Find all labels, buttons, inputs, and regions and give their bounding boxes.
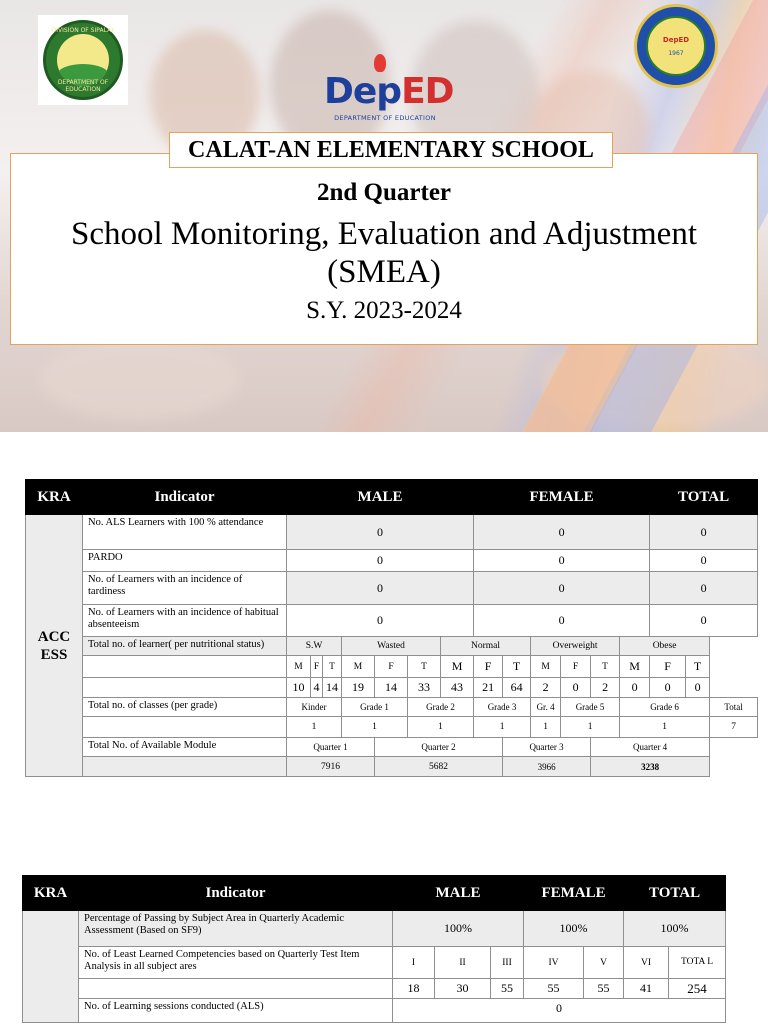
grade-header: Grade 6 xyxy=(620,698,710,717)
table-row xyxy=(26,678,758,698)
school-seal-icon xyxy=(646,16,706,76)
indicator-cell xyxy=(83,656,287,678)
table-row xyxy=(26,572,758,605)
sex-subheader: M xyxy=(441,656,474,678)
torch-icon xyxy=(374,54,386,72)
sex-subheader: F xyxy=(474,656,503,678)
male-cell: 0 xyxy=(287,572,474,605)
total-cell: 100% xyxy=(624,911,726,947)
table-row xyxy=(26,717,758,738)
nutrition-value: 14 xyxy=(323,678,342,698)
nutrition-value: 33 xyxy=(408,678,441,698)
sex-subheader: F xyxy=(561,656,591,678)
grade-header: Gr. 4 xyxy=(531,698,561,717)
nutrition-value: 14 xyxy=(375,678,408,698)
grade-value: 1 xyxy=(531,717,561,738)
nutrition-value: 19 xyxy=(342,678,375,698)
access-table xyxy=(25,479,758,777)
sex-subheader: M xyxy=(342,656,375,678)
nutrition-value: 0 xyxy=(686,678,710,698)
nutrition-category: Wasted xyxy=(342,637,441,656)
grade-value: 1 xyxy=(408,717,474,738)
seal-mark: DepED xyxy=(662,35,690,44)
level-value: 41 xyxy=(624,979,669,999)
level-value: 254 xyxy=(669,979,726,999)
nutrition-value: 2 xyxy=(531,678,561,698)
indicator-cell: Total No. of Available Module xyxy=(83,738,287,757)
table-row xyxy=(23,911,726,947)
sessions-value: 0 xyxy=(393,999,726,1023)
sex-subheader: M xyxy=(620,656,650,678)
indicator-cell xyxy=(83,678,287,698)
table-row xyxy=(26,738,758,757)
smea-title xyxy=(11,215,757,291)
table-row xyxy=(26,757,758,777)
total-cell: 0 xyxy=(650,550,758,572)
nutrition-value: 43 xyxy=(441,678,474,698)
seal-year: 1967 xyxy=(668,49,684,57)
grade-value: 1 xyxy=(342,717,408,738)
division-seal-icon xyxy=(43,20,123,100)
header-female: FEMALE xyxy=(474,480,650,515)
header-kra: KRA xyxy=(26,480,83,515)
table-row xyxy=(23,999,726,1023)
header-male: MALE xyxy=(393,876,524,911)
indicator-cell: Total no. of classes (per grade) xyxy=(83,698,287,717)
level-header: II xyxy=(435,947,491,979)
total-cell: 0 xyxy=(650,605,758,637)
female-cell: 0 xyxy=(474,605,650,637)
background-photo-blur xyxy=(40,340,240,420)
sex-subheader: T xyxy=(323,656,342,678)
sex-subheader: M xyxy=(531,656,561,678)
header-indicator: Indicator xyxy=(79,876,393,911)
grade-header: Grade 5 xyxy=(561,698,620,717)
level-value: 55 xyxy=(584,979,624,999)
table-row xyxy=(26,605,758,637)
male-cell: 100% xyxy=(393,911,524,947)
header-indicator: Indicator xyxy=(83,480,287,515)
header-total: TOTAL xyxy=(624,876,726,911)
grade-value: 1 xyxy=(620,717,710,738)
deped-logo-subtitle: DEPARTMENT OF EDUCATION xyxy=(334,114,436,122)
indicator-cell xyxy=(83,757,287,777)
indicator-cell: No. ALS Learners with 100 % attendance xyxy=(83,515,287,550)
table-row xyxy=(26,656,758,678)
grade-value: 1 xyxy=(287,717,342,738)
nutrition-value: 64 xyxy=(503,678,531,698)
header-female: FEMALE xyxy=(524,876,624,911)
school-year: S.Y. 2023-2024 xyxy=(306,297,462,324)
sex-subheader: T xyxy=(408,656,441,678)
sex-subheader: F xyxy=(375,656,408,678)
smea-title-line2: (SMEA) xyxy=(327,254,441,290)
grade-value: 7 xyxy=(710,717,758,738)
module-quarter-header: Quarter 3 xyxy=(503,738,591,757)
module-value: 3966 xyxy=(503,757,591,777)
indicator-cell: PARDO xyxy=(83,550,287,572)
nutrition-value: 21 xyxy=(474,678,503,698)
module-quarter-header: Quarter 4 xyxy=(591,738,710,757)
nutrition-value: 0 xyxy=(650,678,686,698)
school-name: CALAT-AN ELEMENTARY SCHOOL xyxy=(169,132,613,168)
indicator-cell: Total no. of learner( per nutritional status) xyxy=(83,637,287,656)
deped-logo xyxy=(324,52,454,130)
title-box xyxy=(10,153,758,345)
grade-header: Kinder xyxy=(287,698,342,717)
indicator-cell: No. of Learning sessions conducted (ALS) xyxy=(79,999,393,1023)
level-value: 55 xyxy=(524,979,584,999)
indicator-cell: Percentage of Passing by Subject Area in Quarterly Academic Assessment (Based on SF9) xyxy=(79,911,393,947)
sex-subheader: T xyxy=(503,656,531,678)
nutrition-value: 4 xyxy=(311,678,323,698)
sex-subheader: F xyxy=(650,656,686,678)
sex-subheader: T xyxy=(591,656,620,678)
female-cell: 0 xyxy=(474,550,650,572)
level-header: V xyxy=(584,947,624,979)
header-total: TOTAL xyxy=(650,480,758,515)
grade-header: Grade 1 xyxy=(342,698,408,717)
male-cell: 0 xyxy=(287,550,474,572)
sex-subheader: M xyxy=(287,656,311,678)
indicator-cell: No. of Learners with an incidence of habitual absenteeism xyxy=(83,605,287,637)
level-header: VI xyxy=(624,947,669,979)
nutrition-category: Obese xyxy=(620,637,710,656)
indicator-cell: No. of Learners with an incidence of tardiness xyxy=(83,572,287,605)
module-quarter-header: Quarter 2 xyxy=(375,738,503,757)
nutrition-value: 0 xyxy=(620,678,650,698)
male-cell: 0 xyxy=(287,605,474,637)
level-value: 55 xyxy=(491,979,524,999)
header-kra: KRA xyxy=(23,876,79,911)
indicator-cell: No. of Least Learned Competencies based on Quarterly Test Item Analysis in all subject ares xyxy=(79,947,393,979)
female-cell: 0 xyxy=(474,515,650,550)
module-value: 3238 xyxy=(591,757,710,777)
module-quarter-header: Quarter 1 xyxy=(287,738,375,757)
total-cell: 0 xyxy=(650,572,758,605)
table-row xyxy=(26,698,758,717)
female-cell: 100% xyxy=(524,911,624,947)
header-male: MALE xyxy=(287,480,474,515)
seal-bottom-text: DEPARTMENT OF EDUCATION xyxy=(57,79,109,93)
grade-value: 1 xyxy=(474,717,531,738)
deped-logo-dep: Dep xyxy=(324,71,402,112)
nutrition-value: 0 xyxy=(561,678,591,698)
table-row xyxy=(23,979,726,999)
table-row xyxy=(26,515,758,550)
school-seal-logo xyxy=(634,4,718,88)
nutrition-value: 2 xyxy=(591,678,620,698)
deped-logo-ed: ED xyxy=(401,71,454,112)
table-row xyxy=(26,637,758,656)
kra-access-label: ACC ESS xyxy=(26,515,83,777)
level-header: III xyxy=(491,947,524,979)
smea-title-line1: School Monitoring, Evaluation and Adjustment xyxy=(70,216,698,252)
grade-value: 1 xyxy=(561,717,620,738)
level-header: IV xyxy=(524,947,584,979)
kra-quality-label xyxy=(23,911,79,1023)
grade-header: Total xyxy=(710,698,758,717)
nutrition-category: S.W xyxy=(287,637,342,656)
total-cell: 0 xyxy=(650,515,758,550)
seal-top-text: DIVISION OF SIPALAY CITY xyxy=(51,27,115,41)
grade-header: Grade 3 xyxy=(474,698,531,717)
division-seal-logo xyxy=(38,15,128,105)
nutrition-category: Normal xyxy=(441,637,531,656)
sex-subheader: F xyxy=(311,656,323,678)
level-value: 18 xyxy=(393,979,435,999)
module-value: 7916 xyxy=(287,757,375,777)
table-row xyxy=(26,550,758,572)
indicator-cell xyxy=(79,979,393,999)
sex-subheader: T xyxy=(686,656,710,678)
level-header: TOTA L xyxy=(669,947,726,979)
quarter-label: 2nd Quarter xyxy=(316,179,452,206)
level-header: I xyxy=(393,947,435,979)
cover-slide xyxy=(0,0,768,432)
grade-header: Grade 2 xyxy=(408,698,474,717)
nutrition-value: 10 xyxy=(287,678,311,698)
level-value: 30 xyxy=(435,979,491,999)
indicator-cell xyxy=(83,717,287,738)
module-value: 5682 xyxy=(375,757,503,777)
table-row xyxy=(23,947,726,979)
female-cell: 0 xyxy=(474,572,650,605)
nutrition-category: Overweight xyxy=(531,637,620,656)
quality-table xyxy=(22,875,726,1023)
male-cell: 0 xyxy=(287,515,474,550)
